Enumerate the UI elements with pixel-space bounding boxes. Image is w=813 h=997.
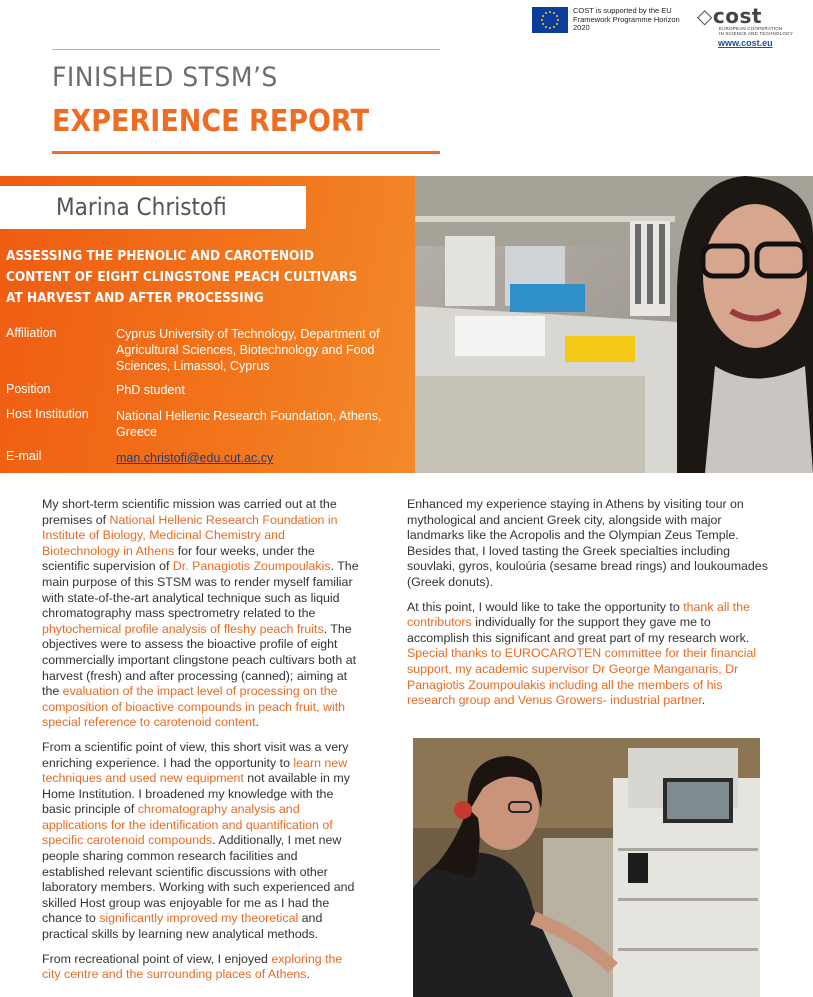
- lab-selfie-photo: [415, 176, 813, 473]
- paragraph-mission: [42, 497, 362, 731]
- highlight-improved: significantly improved my theoretical: [99, 911, 299, 926]
- text-run: At this point, I would like to take the opportunity to: [407, 599, 684, 614]
- name-box: [0, 186, 306, 229]
- cost-logo: [697, 4, 797, 38]
- text-run: . Additionally, I met new people sharing common research facilities and established relevant scientific discussions with other laboratory members. Working with such experienced and skilled Host group was enjoyable for me as I had the chance to: [42, 833, 355, 926]
- hplc-lab-photo: [413, 738, 760, 997]
- highlight-athens: exploring the city centre and the surrounding places of Athens: [42, 951, 343, 982]
- position-value: PhD student: [116, 383, 185, 397]
- text-run: and practical skills by learning new analytical methods.: [42, 911, 323, 942]
- text-run: .: [306, 967, 310, 982]
- text-run: From recreational point of view, I enjoyed: [42, 951, 272, 966]
- affiliation-value: Cyprus University of Technology, Department of Agricultural Sciences, Biotechnology and Food Sciences, Limassol, Cyprus: [116, 327, 380, 373]
- highlight-host-institute: National Hellenic Research Foundation in Institute of Biology, Medicinal Chemistry and Biotechnology in Athens: [42, 512, 338, 558]
- cost-support-text: COST is supported by the EU Framework Programme Horizon 2020: [573, 6, 680, 32]
- paragraph-recreational: [42, 952, 362, 983]
- highlight-supervisor: Dr. Panagiotis Zoumpoulakis: [172, 559, 331, 574]
- text-run: not available in my Home Institution. I broadened my knowledge with the basic principle of: [42, 771, 350, 817]
- paragraph-thanks: [407, 600, 772, 709]
- cost-logo-text: ◇cost: [697, 4, 762, 28]
- highlight-evaluation: evaluation of the impact level of processing on the composition of bioactive compounds in peach fruit, with special reference to carotenoid content: [42, 684, 346, 730]
- paragraph-scientific: [42, 740, 362, 943]
- cost-logo-subtitle: EUROPEAN COOPERATION IN SCIENCE AND TECHNOLOGY: [719, 26, 793, 36]
- right-column: [407, 497, 772, 718]
- text-run: .: [255, 715, 259, 730]
- cost-website-link[interactable]: www.cost.eu: [718, 38, 773, 48]
- text-run: Enhanced my experience staying in Athens by visiting tour on mythological and ancient Greek city, alongside with major landmarks like the Acropolis and the Olympian Zeus Temple. Besides that, I loved tasting the Greek specialties including souvlaki, gyros, kouloúria (sesame bread rings) and loukoumades (Greek donuts).: [407, 497, 768, 589]
- email-value: [116, 450, 408, 466]
- text-run: My short-term scientific mission was carried out at the premises of: [42, 497, 337, 527]
- affiliation-label: Affiliation: [6, 326, 57, 340]
- header-top-rule: [52, 49, 440, 50]
- text-run: .: [701, 693, 706, 708]
- text-run: From a scientific point of view, this short visit was a very enriching experience. I had the opportunity to: [42, 739, 349, 770]
- highlight-contributors: thank all the contributors: [407, 599, 751, 630]
- researcher-name: Marina Christofi: [56, 193, 227, 221]
- position-label: Position: [6, 382, 51, 396]
- report-title-line1: FINISHED STSM’S: [52, 62, 278, 93]
- text-run: for four weeks, under the scientific supervision of: [42, 543, 315, 574]
- paragraph-athens-tour: [407, 497, 772, 591]
- profile-panel: [0, 176, 415, 473]
- eu-flag-icon: [532, 7, 568, 33]
- project-title: ASSESSING THE PHENOLIC AND CAROTENOID CONTENT OF EIGHT CLINGSTONE PEACH CULTIVARS AT HARVEST AND AFTER PROCESSING: [6, 249, 358, 306]
- report-title-line2: EXPERIENCE REPORT: [52, 104, 370, 139]
- text-run: . The main purpose of this STSM was to render myself familiar with state-of-the-art analytical technique such as liquid chromatography mass spectrometry related to the: [42, 559, 359, 621]
- header-bottom-rule: [52, 151, 440, 154]
- left-column: [42, 497, 362, 992]
- host-institution-label: Host Institution: [6, 407, 89, 421]
- highlight-new-techniques: learn new techniques and used new equipment: [42, 755, 348, 786]
- highlight-chromatography: chromatography analysis and applications for the identification and quantification of specific carotenoid compounds: [42, 802, 333, 848]
- highlight-special-thanks: Special thanks to EUROCAROTEN committee for their financial support, my academic supervisor Dr George Manganaris, Dr Panagiotis Zoumpoulakis including all the members of his research group and Venus Growers- industrial partner: [407, 646, 757, 708]
- text-run: . The objectives were to assess the bioactive profile of eight commercially important clingstone peach cultivars both at harvest (fresh) and after processing (canned); aiming at the: [42, 621, 357, 699]
- host-institution-value: National Hellenic Research Foundation, Athens, Greece: [116, 409, 382, 439]
- email-link[interactable]: man.christofi@edu.cut.ac.cy: [116, 451, 274, 465]
- email-label: E-mail: [6, 449, 42, 463]
- text-run: individually for the support they gave me to accomplish this significant and great part of my research work.: [407, 615, 750, 645]
- highlight-phytochemical: phytochemical profile analysis of fleshy peach fruits: [42, 621, 324, 636]
